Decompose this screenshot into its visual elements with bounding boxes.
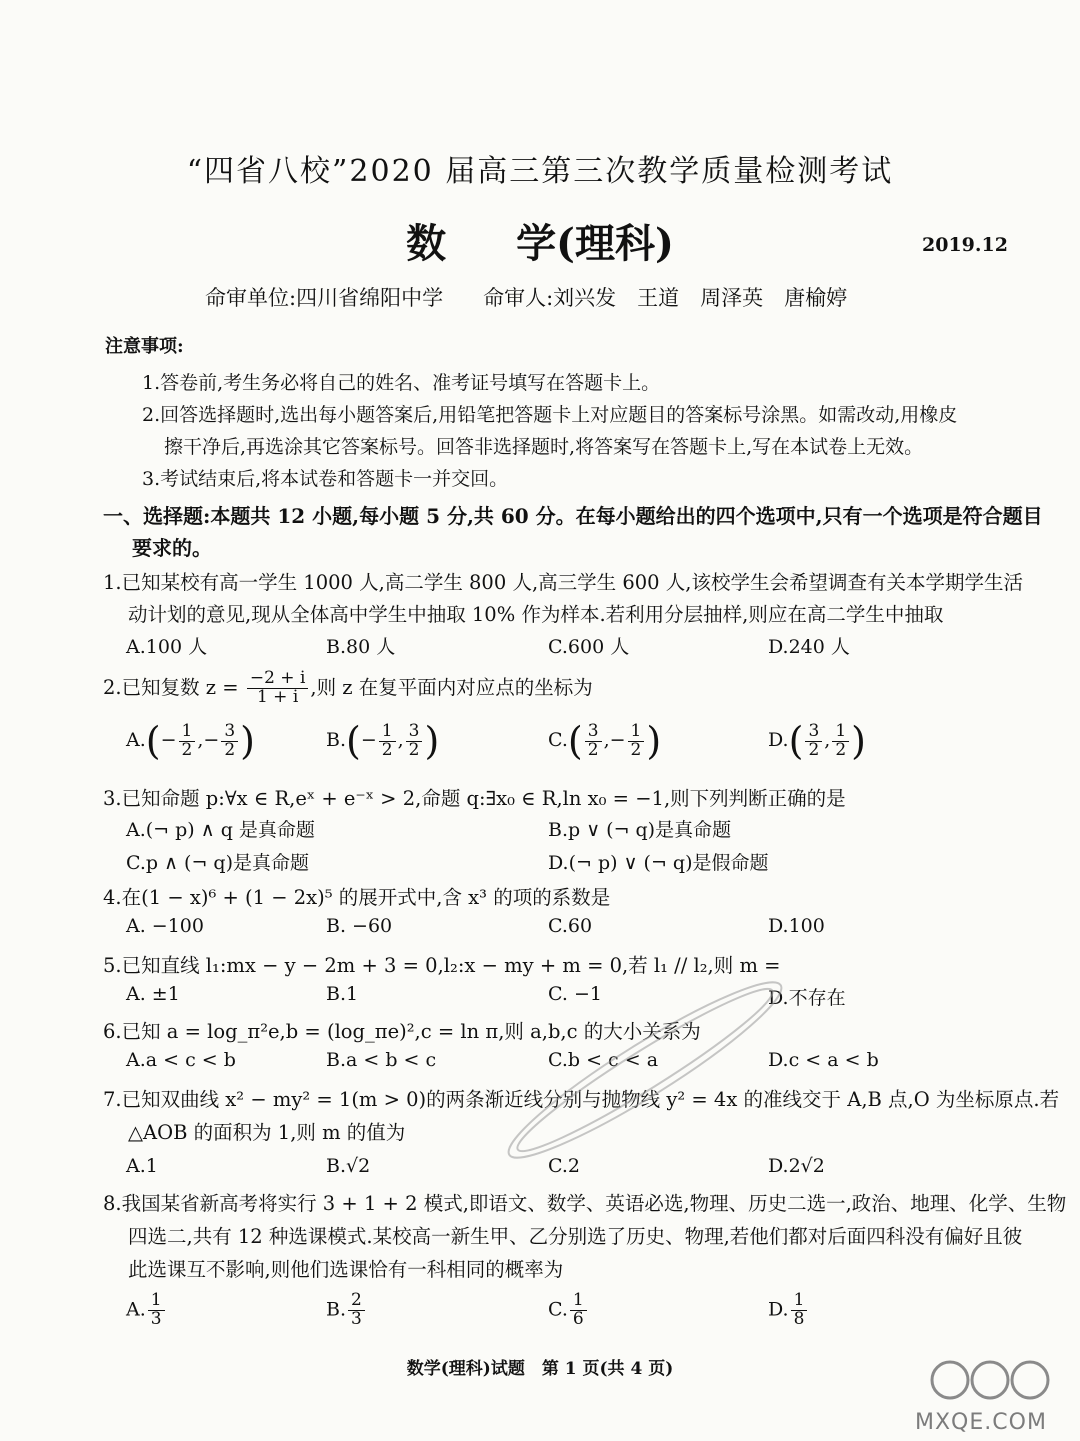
paren-left: (: [567, 719, 583, 763]
q7-option-b: B.√2: [326, 1155, 371, 1177]
q5-option-b: B.1: [326, 983, 359, 1005]
denominator: 2: [835, 739, 847, 760]
q3-option-b: B.p ∨ (¬ q)是真命题: [548, 819, 732, 841]
q2-option-b-label: B.: [326, 729, 347, 751]
q8-option-a: [126, 1292, 167, 1329]
q8-stem-line-3: 此选课互不影响,则他们选课恰有一科相同的概率为: [128, 1258, 564, 1281]
numerator: 1: [628, 723, 645, 742]
paren-right: ): [240, 719, 255, 763]
authors-line: [205, 282, 847, 312]
fraction: [570, 1292, 587, 1329]
q2-option-a: [126, 719, 255, 763]
q1-option-c: C.600 人: [548, 636, 630, 658]
q2-option-d: [768, 719, 866, 763]
q1-option-a: A.100 人: [126, 636, 208, 658]
q8-option-d: [768, 1292, 809, 1329]
fraction: [791, 1292, 808, 1329]
q8-option-d-label: D.: [768, 1298, 789, 1321]
minus-sign: −: [360, 729, 377, 751]
q2-option-c-label: C.: [548, 729, 568, 751]
q7-option-d: D.2√2: [768, 1155, 825, 1177]
q1-option-d: D.240 人: [768, 636, 850, 658]
denominator: 3: [150, 1308, 162, 1329]
numerator: 1: [379, 723, 396, 742]
q2-stem-lead: 2.已知复数 z =: [103, 675, 239, 699]
q3-option-a: A.(¬ p) ∧ q 是真命题: [126, 819, 315, 841]
q2-fraction-numerator: −2 + i: [247, 670, 309, 689]
paren-right: ): [646, 719, 662, 763]
q2-stem: [103, 670, 593, 707]
denominator: 6: [572, 1308, 584, 1329]
denominator: 2: [587, 739, 599, 760]
q5-option-d: D.不存在: [768, 987, 846, 1009]
numerator: 3: [585, 723, 602, 742]
q7-stem-line-2: △AOB 的面积为 1,则 m 的值为: [128, 1121, 406, 1144]
exam-title: “四省八校”2020 届高三第三次教学质量检测考试: [186, 154, 894, 189]
numerator: 3: [805, 723, 822, 742]
q4-option-c: C.60: [548, 915, 593, 937]
q8-option-a-label: A.: [126, 1298, 146, 1321]
diagonal-stamp-watermark: [480, 960, 810, 1180]
q5-option-a: A. ±1: [126, 983, 180, 1005]
paren-left: (: [788, 719, 804, 763]
paren-right: ): [851, 719, 866, 763]
numerator: 1: [832, 723, 849, 742]
fraction: [348, 1292, 365, 1329]
section-heading-line-2: 要求的。: [132, 536, 212, 560]
q6-option-d: D.c < a < b: [768, 1049, 879, 1071]
notice-line-2b: 擦干净后,再选涂其它答案标号。回答非选择题时,将答案写在答题卡上,写在本试卷上无效。: [164, 436, 924, 458]
q7-option-a: A.1: [126, 1155, 158, 1177]
denominator: 2: [224, 739, 236, 760]
q2-option-d-label: D.: [768, 729, 789, 751]
fraction: [585, 720, 602, 760]
notice-line-1: 1.答卷前,考生务必将自己的姓名、准考证号填写在答题卡上。: [142, 372, 661, 394]
q2-option-b: [326, 719, 440, 763]
q5-stem: 5.已知直线 l₁:mx − y − 2m + 3 = 0,l₂:x − my + m = 0,若 l₁ // l₂,则 m =: [103, 954, 781, 977]
q7-option-c: C.2: [548, 1155, 580, 1177]
q4-stem: 4.在(1 − x)⁶ + (1 − 2x)⁵ 的展开式中,含 x³ 的项的系数是: [103, 886, 611, 909]
comma: ,: [397, 729, 404, 751]
fraction: [221, 720, 238, 760]
numerator: 1: [791, 1292, 808, 1311]
fraction: [805, 720, 822, 760]
setting-unit: 命审单位:四川省绵阳中学: [205, 286, 444, 310]
page-footer: 数学(理科)试题 第 1 页(共 4 页): [406, 1359, 674, 1379]
q1-stem-line-1: 1.已知某校有高一学生 1000 人,高二学生 800 人,高三学生 600 人,该校学生会希望调查有关本学期学生活: [103, 571, 1023, 594]
q2-fraction: [247, 670, 309, 707]
reviewers: 命审人:刘兴发 王道 周泽英 唐榆婷: [483, 286, 848, 310]
q8-option-b-label: B.: [326, 1298, 347, 1321]
q5-option-c: C. −1: [548, 983, 602, 1005]
fraction: [832, 720, 849, 760]
comma: ,: [824, 729, 831, 751]
q4-option-a: A. −100: [126, 915, 204, 937]
subject-char-2: 学(理科): [516, 220, 674, 267]
paren-left: (: [346, 719, 361, 763]
q1-stem-line-2: 动计划的意见,现从全体高中学生中抽取 10% 作为样本.若利用分层抽样,则应在高二学生中抽取: [128, 603, 944, 626]
denominator: 2: [381, 739, 393, 760]
fraction: [148, 1292, 165, 1329]
comma: ,: [603, 729, 610, 751]
q6-option-c: C.b < c < a: [548, 1049, 659, 1071]
numerator: 2: [348, 1292, 365, 1311]
q2-option-c: [548, 719, 662, 763]
q8-stem-line-1: 8.我国某省新高考将实行 3 + 1 + 2 模式,即语文、数学、英语必选,物理、历史二选一,政治、地理、化学、生物: [103, 1192, 1067, 1215]
q2-stem-tail: ,则 z 在复平面内对应点的坐标为: [310, 675, 593, 699]
q7-stem-line-1: 7.已知双曲线 x² − my² = 1(m > 0)的两条渐近线分别与抛物线 y² = 4x 的准线交于 A,B 点,O 为坐标原点.若: [103, 1088, 1060, 1111]
q3-option-c: C.p ∧ (¬ q)是真命题: [126, 852, 309, 874]
notice-line-3: 3.考试结束后,将本试卷和答题卡一并交回。: [142, 468, 509, 490]
notice-heading: 注意事项:: [105, 336, 184, 357]
numerator: 1: [570, 1292, 587, 1311]
q2-fraction-denominator: 1 + i: [256, 686, 299, 707]
section-heading-line-1: 一、选择题:本题共 12 小题,每小题 5 分,共 60 分。在每小题给出的四个选项中,只有一个选项是符合题目: [103, 504, 1043, 528]
q8-option-c: [548, 1292, 589, 1329]
numerator: 3: [406, 723, 423, 742]
numerator: 3: [221, 723, 238, 742]
denominator: 2: [808, 739, 820, 760]
exam-date: 2019.12: [922, 234, 1008, 256]
fraction: [179, 720, 196, 760]
q4-option-d: D.100: [768, 915, 825, 937]
q8-option-c-label: C.: [548, 1298, 568, 1321]
subject-char-1: 数: [406, 220, 447, 267]
q8-option-b: [326, 1292, 367, 1329]
q3-stem: 3.已知命题 p:∀x ∈ R,eˣ + e⁻ˣ > 2,命题 q:∃x₀ ∈ R,ln x₀ = −1,则下列判断正确的是: [103, 787, 846, 810]
q6-option-b: B.a < b < c: [326, 1049, 437, 1071]
fraction: [628, 720, 645, 760]
notice-line-2a: 2.回答选择题时,选出每小题答案后,用铅笔把答题卡上对应题目的答案标号涂黑。如需改动,用橡皮: [142, 404, 958, 426]
fraction: [379, 720, 396, 760]
q8-stem-line-2: 四选二,共有 12 种选课模式.某校高一新生甲、乙分别选了历史、物理,若他们都对后面四科没有偏好且彼: [128, 1225, 1023, 1248]
q6-stem: 6.已知 a = log_π²e,b = (log_πe)²,c = ln π,则 a,b,c 的大小关系为: [103, 1020, 701, 1043]
denominator: 2: [408, 739, 420, 760]
q4-option-b: B. −60: [326, 915, 393, 937]
q1-option-b: B.80 人: [326, 636, 396, 658]
minus-sign: −: [160, 729, 177, 751]
subject-heading: [0, 212, 1080, 269]
numerator: 1: [179, 723, 196, 742]
minus-sign: −: [609, 729, 626, 751]
denominator: 3: [351, 1308, 362, 1329]
numerator: 1: [148, 1292, 165, 1311]
q6-option-a: A.a < c < b: [126, 1049, 236, 1071]
denominator: 2: [630, 739, 642, 760]
paren-left: (: [145, 719, 161, 763]
minus-sign: −: [203, 729, 220, 751]
paren-right: ): [424, 719, 440, 763]
watermark-text: MXQE.COM: [915, 1410, 1047, 1435]
comma: ,: [197, 729, 204, 751]
denominator: 8: [793, 1308, 805, 1329]
denominator: 2: [181, 739, 193, 760]
q2-option-a-label: A.: [126, 729, 146, 751]
fraction: [406, 720, 423, 760]
q3-option-d: D.(¬ p) ∨ (¬ q)是假命题: [548, 852, 769, 874]
